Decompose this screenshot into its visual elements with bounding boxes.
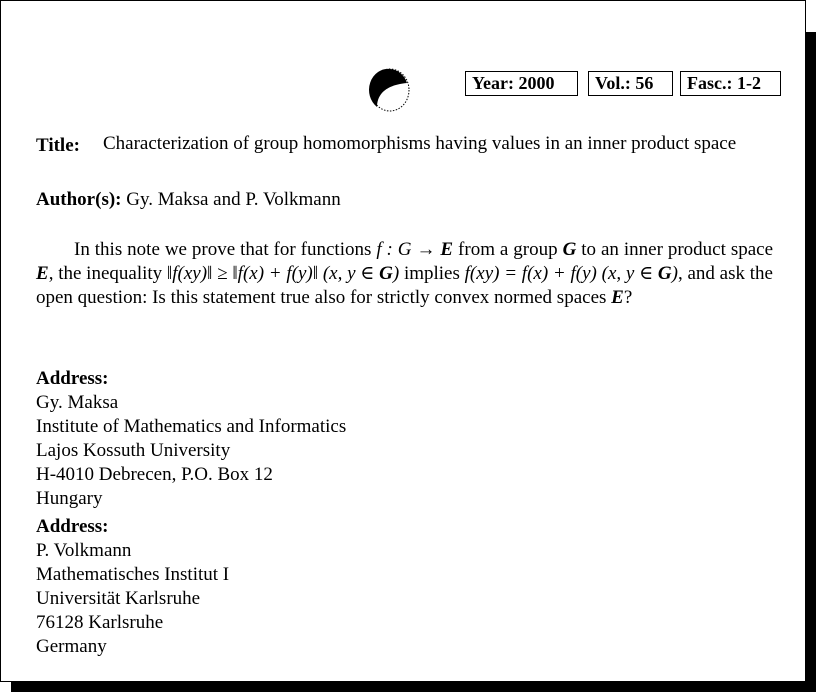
address-label: Address: xyxy=(36,368,109,389)
abstract xyxy=(36,238,773,310)
address-label: Address: xyxy=(36,516,109,537)
abstract-text: , and ask the open question: Is this statement true also for strictly convex normed spaces xyxy=(36,263,773,308)
address-line: Institute of Mathematics and Informatics xyxy=(36,416,347,437)
abstract-text: to an inner product space xyxy=(576,239,774,260)
authors-row xyxy=(36,188,341,212)
address-block xyxy=(36,367,346,511)
address-line: H-4010 Debrecen, P.O. Box 12 xyxy=(36,464,273,485)
math-expression: ‖f(xy)‖ ≥ ‖f(x) + f(y)‖ (x, y ∈ xyxy=(166,263,380,284)
address-block xyxy=(36,515,229,659)
abstract-text: , the inequality xyxy=(48,263,167,284)
volume-badge: Vol.: 56 xyxy=(588,71,673,96)
address-line: Germany xyxy=(36,636,107,657)
math-expression: E xyxy=(440,239,454,260)
address-line: 76128 Karlsruhe xyxy=(36,612,164,633)
journal-moon-logo-icon xyxy=(369,67,411,113)
abstract-text: implies xyxy=(399,263,465,284)
authors-label: Author(s): xyxy=(36,189,122,210)
address-line: P. Volkmann xyxy=(36,540,132,561)
math-expression: G xyxy=(657,263,672,284)
math-expression: f(xy) = f(x) + f(y) (x, y ∈ xyxy=(464,263,658,284)
paper-title: Characterization of group homomorphisms having values in an inner product space xyxy=(103,133,737,154)
abstract-text: from a group xyxy=(453,239,563,260)
math-expression: E xyxy=(611,287,624,308)
address-line: Hungary xyxy=(36,488,103,509)
abstract-text: In this note we prove that for functions xyxy=(74,239,377,260)
math-expression: G xyxy=(379,263,393,284)
year-badge: Year: 2000 xyxy=(465,71,578,96)
page-shadow-bottom xyxy=(11,682,816,692)
fascicle-badge: Fasc.: 1-2 xyxy=(680,71,781,96)
math-expression: ) xyxy=(671,263,678,284)
address-line: Gy. Maksa xyxy=(36,392,119,413)
address-line: Mathematisches Institut I xyxy=(36,564,230,585)
math-expression: E xyxy=(36,263,49,284)
math-expression: ) xyxy=(392,263,400,284)
title-label: Title: xyxy=(36,135,80,156)
math-expression: G xyxy=(562,239,577,260)
address-line: Universität Karlsruhe xyxy=(36,588,201,609)
address-line: Lajos Kossuth University xyxy=(36,440,231,461)
authors-value: Gy. Maksa and P. Volkmann xyxy=(126,189,341,210)
abstract-text: ? xyxy=(623,287,633,308)
math-expression: f : G → xyxy=(376,239,441,260)
page-shadow-right xyxy=(806,32,816,692)
